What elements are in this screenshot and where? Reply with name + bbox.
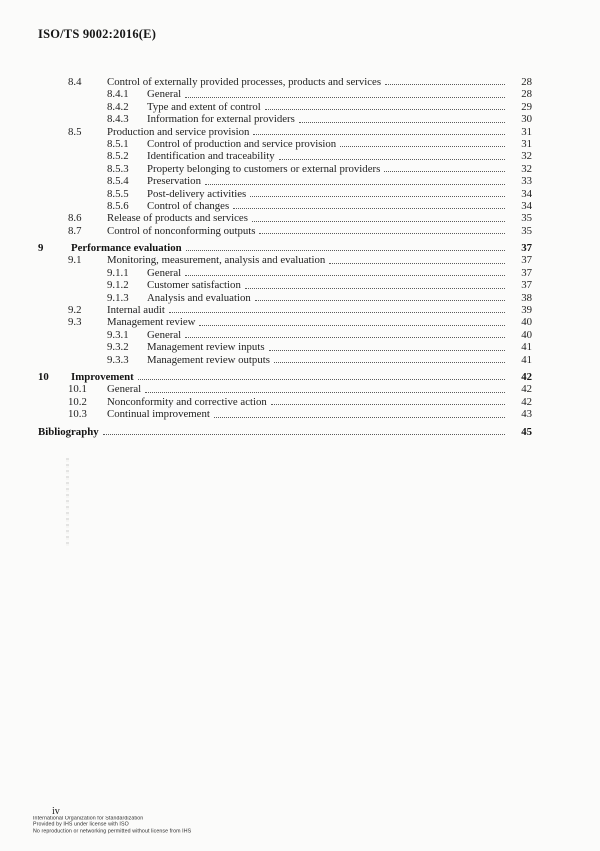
toc-entry (38, 341, 532, 353)
toc-entry-page: 32 (521, 162, 532, 175)
dot-leader (271, 404, 505, 405)
toc-entry-page: 35 (521, 212, 532, 225)
toc-entry-page: 35 (521, 224, 532, 237)
toc-entry (38, 426, 532, 438)
toc-entry-page: 40 (521, 328, 532, 341)
toc-entry-number: 8.5.5 (107, 187, 129, 200)
toc-entry-title: Preservation (147, 175, 201, 188)
toc-entry-page: 34 (521, 187, 532, 200)
toc-entry-title: Continual improvement (107, 408, 210, 421)
toc-entry-title: Control of nonconforming outputs (107, 224, 256, 237)
toc-entry-title: Control of externally provided processes, products and services (107, 76, 382, 88)
toc-entry-title: Identification and traceability (147, 150, 275, 163)
toc-entry (38, 383, 532, 395)
toc-entry-number: 9.1.2 (107, 279, 129, 292)
toc-entry-page: 45 (521, 425, 532, 438)
toc-entry (38, 138, 532, 150)
document-header-title: ISO/TS 9002:2016(E) (38, 27, 157, 41)
toc-entry (38, 175, 532, 187)
dot-leader (205, 184, 505, 185)
dot-leader (265, 109, 505, 110)
dot-leader (269, 350, 505, 351)
toc-entry (38, 242, 532, 254)
footer-line-reproduction: No reproduction or networking permitted without license from IHS (33, 829, 192, 835)
dot-leader (274, 362, 505, 363)
dot-leader (329, 263, 505, 264)
dot-leader (245, 288, 505, 289)
dot-leader (214, 417, 505, 418)
dot-leader (255, 300, 505, 301)
toc-entry-page: 41 (521, 353, 532, 366)
toc-entry (38, 126, 532, 138)
dot-leader (279, 159, 505, 160)
dot-leader (340, 146, 505, 147)
toc-entry-number: 10.1 (68, 383, 87, 396)
toc-entry (38, 316, 532, 328)
toc-entry-number: 8.4.2 (107, 100, 129, 113)
toc-entry (38, 292, 532, 304)
table-of-contents (38, 76, 532, 438)
toc-entry-number: 10.3 (68, 408, 87, 421)
toc-entry-page: 42 (521, 395, 532, 408)
toc-entry-page: 40 (521, 316, 532, 329)
toc-entry-number: 8.5.3 (107, 162, 129, 175)
toc-entry-page: 28 (521, 76, 532, 88)
toc-entry-page: 37 (521, 242, 532, 255)
dot-leader (169, 312, 505, 313)
toc-entry (38, 354, 532, 366)
toc-entry-title: Performance evaluation (71, 242, 182, 255)
footer-stamp (33, 816, 191, 836)
toc-entry-number: 9.1.3 (107, 291, 129, 304)
toc-entry-number: 8.5.2 (107, 150, 129, 163)
toc-entry-page: 42 (521, 383, 532, 396)
toc-entry-title: Improvement (71, 370, 134, 383)
dot-leader (385, 84, 505, 85)
page-number: iv (52, 806, 60, 817)
toc-entry-number: 9.2 (68, 304, 82, 317)
toc-entry-page: 31 (521, 137, 532, 150)
dot-leader (299, 122, 505, 123)
toc-entry-number: 9.3 (68, 316, 82, 329)
toc-entry-title: Analysis and evaluation (147, 291, 251, 304)
toc-entry (38, 254, 532, 266)
toc-entry (38, 212, 532, 224)
toc-entry-number: 10 (38, 370, 49, 383)
toc-entry-title: Internal audit (107, 304, 165, 317)
dot-leader (185, 275, 505, 276)
toc-entry-page: 30 (521, 113, 532, 126)
toc-entry-title: Management review outputs (147, 353, 270, 366)
toc-entry-title: Type and extent of control (147, 100, 261, 113)
toc-entry-page: 37 (521, 254, 532, 267)
toc-entry-page: 43 (521, 408, 532, 421)
toc-entry-title: Management review inputs (147, 341, 265, 354)
toc-entry-number: 8.4 (68, 76, 82, 88)
toc-entry-number: 10.2 (68, 395, 87, 408)
toc-entry-title: Post-delivery activities (147, 187, 247, 200)
dot-leader (185, 97, 505, 98)
toc-entry-page: 42 (521, 370, 532, 383)
toc-entry-title: Bibliography (38, 425, 99, 438)
dot-leader (384, 171, 505, 172)
toc-entry-title: Control of changes (147, 199, 230, 212)
toc-entry (38, 408, 532, 420)
toc-entry-number: 8.5 (68, 125, 82, 138)
toc-entry-number: 8.4.3 (107, 113, 129, 126)
toc-entry (38, 76, 532, 88)
toc-entry-title: Management review (107, 316, 196, 329)
toc-entry-page: 37 (521, 279, 532, 292)
toc-entry (38, 150, 532, 162)
toc-entry-number: 9.1.1 (107, 266, 129, 279)
toc-entry (38, 101, 532, 113)
toc-entry (38, 188, 532, 200)
scan-artifact (66, 458, 69, 548)
toc-entry-page: 39 (521, 304, 532, 317)
toc-entry-page: 29 (521, 100, 532, 113)
toc-entry-number: 8.4.1 (107, 88, 129, 101)
dot-leader (103, 434, 505, 435)
toc-entry-page: 37 (521, 266, 532, 279)
toc-entry-number: 9 (38, 242, 44, 255)
toc-entry (38, 225, 532, 237)
footer-line-license: Provided by IHS under license with ISO (33, 822, 129, 828)
toc-entry-title: Nonconformity and corrective action (107, 395, 267, 408)
dot-leader (199, 325, 505, 326)
dot-leader (250, 196, 505, 197)
toc-entry-title: General (107, 383, 142, 396)
toc-entry-number: 9.3.3 (107, 353, 129, 366)
toc-entry-number: 9.1 (68, 254, 82, 267)
toc-entry-number: 9.3.2 (107, 341, 129, 354)
toc-entry (38, 371, 532, 383)
toc-entry-title: Production and service provision (107, 125, 250, 138)
toc-entry-page: 38 (521, 291, 532, 304)
dot-leader (185, 337, 505, 338)
toc-entry-title: Control of production and service provision (147, 137, 337, 150)
toc-entry-page: 34 (521, 199, 532, 212)
toc-entry-page: 41 (521, 341, 532, 354)
toc-entry-title: Information for external providers (147, 113, 295, 126)
toc-entry (38, 163, 532, 175)
toc-entry-title: General (147, 88, 182, 101)
toc-entry-number: 8.5.6 (107, 199, 129, 212)
toc-entry-page: 31 (521, 125, 532, 138)
toc-entry (38, 304, 532, 316)
toc-entry-number: 9.3.1 (107, 328, 129, 341)
toc-entry-number: 8.7 (68, 224, 82, 237)
toc-entry-title: General (147, 266, 182, 279)
toc-entry (38, 396, 532, 408)
dot-leader (233, 208, 505, 209)
toc-entry-title: Property belonging to customers or external providers (147, 162, 381, 175)
toc-entry-number: 8.5.4 (107, 175, 129, 188)
toc-entry-number: 8.5.1 (107, 137, 129, 150)
toc-entry (38, 329, 532, 341)
dot-leader (145, 392, 505, 393)
toc-entry (38, 113, 532, 125)
dot-leader (252, 221, 505, 222)
toc-entry-title: Release of products and services (107, 212, 248, 225)
toc-entry-title: General (147, 328, 182, 341)
dot-leader (138, 379, 505, 380)
dot-leader (253, 134, 505, 135)
toc-entry-title: Monitoring, measurement, analysis and evaluation (107, 254, 326, 267)
toc-entry (38, 267, 532, 279)
dot-leader (186, 250, 505, 251)
toc-entry-number: 8.6 (68, 212, 82, 225)
toc-entry (38, 200, 532, 212)
toc-entry-page: 33 (521, 175, 532, 188)
footer-line-organization: International Organization for Standardization (33, 816, 144, 822)
toc-entry-title: Customer satisfaction (147, 279, 241, 292)
toc-entry (38, 279, 532, 291)
dot-leader (259, 233, 505, 234)
toc-entry (38, 88, 532, 100)
toc-entry-page: 28 (521, 88, 532, 101)
toc-entry-page: 32 (521, 150, 532, 163)
